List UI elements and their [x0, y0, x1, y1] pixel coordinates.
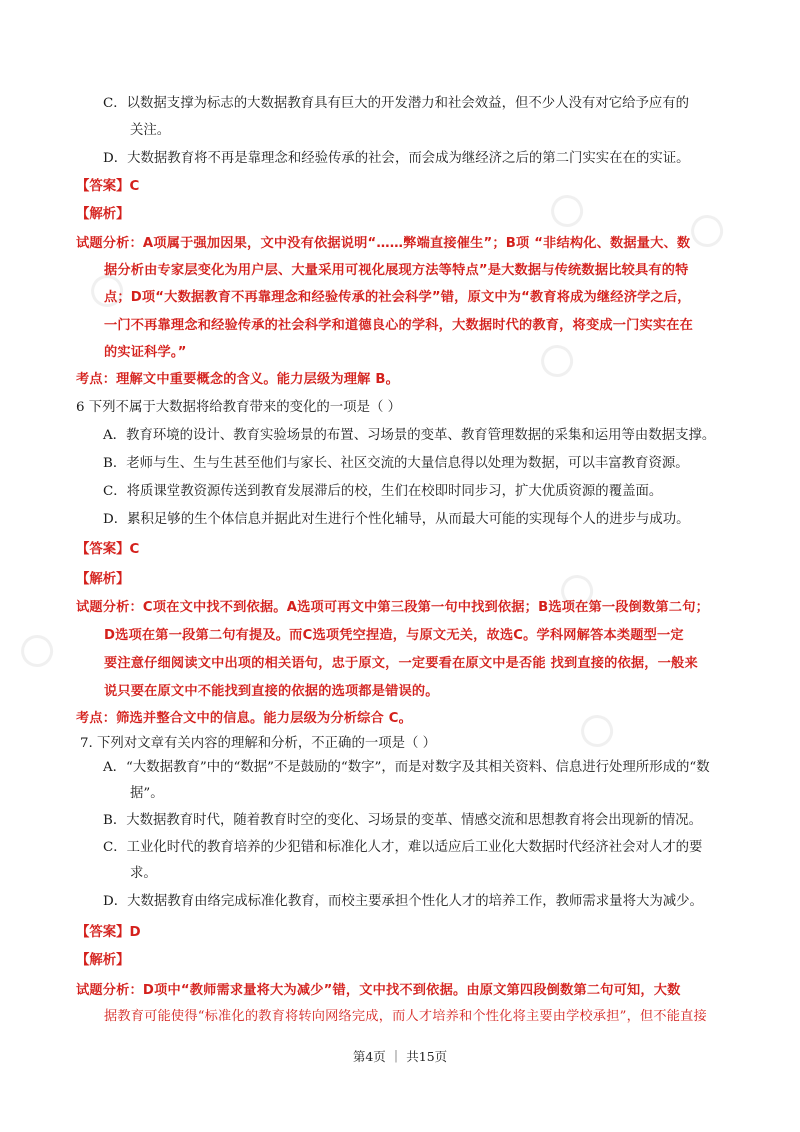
- q7-option-c-line1: C．工业化时代的教育培养的少犯错和标准化人才，难以适应后工业化大数据时代经济社会对人才的要: [103, 840, 703, 855]
- q7-option-a-line2: 据”。: [130, 786, 164, 801]
- q5-analysis-line: 据分析由专家层变化为用户层、大量采用可视化展现方法等特点”是大数据与传统数据比较具有的特: [104, 263, 689, 278]
- q6-answer: 【答案】C: [76, 542, 140, 557]
- q5-answer: 【答案】C: [76, 179, 140, 194]
- watermark-logo: [685, 187, 785, 259]
- q5-analysis-line: 点；D项“大数据教育不再靠理念和经验传承的社会科学”错，原文中为“教育将成为继经济学之后，: [104, 290, 691, 305]
- q7-option-b: B．大数据教育时代，随着教育时空的变化、习场景的变革、情感交流和思想教育将会出现新的情况。: [103, 813, 703, 828]
- q6-option-d: D．累积足够的生个体信息并据此对生进行个性化辅导，从而最大可能的实现每个人的进步与成功。: [103, 512, 690, 527]
- q7-option-a-line1: A．“大数据教育”中的“数据”不是鼓励的“数字”，而是对数字及其相关资料、信息进行处理所形成的“数: [103, 760, 710, 775]
- q5-option-c-line2: 关注。: [130, 123, 171, 138]
- q6-option-a: A．教育环境的设计、教育实验场景的布置、习场景的变革、教育管理数据的采集和运用等由数据支撑。: [103, 428, 716, 443]
- q5-analysis-line: 一门不再靠理念和经验传承的社会科学和道德良心的学科，大数据时代的教育，将变成一门实实在在: [104, 318, 694, 333]
- page-footer: 第4页 ｜ 共15页: [352, 1049, 448, 1064]
- q6-option-b: B．老师与生、生与生甚至他们与家长、社区交流的大量信息得以处理为数据，可以丰富教育资源。: [103, 456, 689, 471]
- q7-option-c-line2: 求。: [130, 866, 157, 881]
- q7-answer: 【答案】D: [76, 925, 141, 940]
- q5-option-d: D．大数据教育将不再是靠理念和经验传承的社会，而会成为继经济之后的第二门实实在在的实证。: [103, 151, 690, 166]
- q7-analysis-label: 【解析】: [76, 953, 130, 968]
- q5-option-c-line1: C．以数据支撑为标志的大数据教育具有巨大的开发潜力和社会效益，但不少人没有对它给予应有的: [103, 96, 690, 111]
- q6-analysis-line: 说只要在原文中不能找到直接的依据的选项都是错误的。: [104, 684, 439, 699]
- watermark-logo: [545, 167, 645, 239]
- q7-option-d: D．大数据教育由络完成标准化教育，而校主要承担个性化人才的培养工作，教师需求量将大为减少。: [103, 894, 703, 909]
- q6-analysis-line: D选项在第一段第二句有提及。而C选项凭空捏造，与原文无关，故选C。学科网解答本类题型一定: [104, 628, 684, 643]
- q5-analysis-label: 【解析】: [76, 207, 130, 222]
- q6-stem: 6 下列不属于大数据将给教育带来的变化的一项是（ ）: [76, 400, 402, 415]
- watermark-logo: [85, 247, 185, 319]
- q6-analysis-line: 要注意仔细阅读文中出项的相关语句，忠于原文，一定要看在原文中是否能 找到直接的依据，一般来: [104, 656, 698, 671]
- watermark-logo: [575, 687, 675, 759]
- q6-analysis-label: 【解析】: [76, 572, 130, 587]
- q6-analysis-line: 试题分析：C项在文中找不到依据。A选项可再文中第三段第一句中找到依据；B选项在第一段倒数第二句；: [76, 600, 709, 615]
- q6-point: 考点：筛选并整合文中的信息。能力层级为分析综合 C。: [76, 711, 412, 726]
- q7-analysis-line2: 据教育可能使得“标准化的教育将转向网络完成，而人才培养和个性化将主要由学校承担”，但不能直接: [104, 1009, 707, 1024]
- q5-point: 考点：理解文中重要概念的含义。能力层级为理解 B。: [76, 372, 399, 387]
- q5-analysis-line: 试题分析：A项属于强加因果，文中没有依据说明“……弊端直接催生”；B项 “非结构化、数据量大、数: [76, 236, 691, 251]
- q6-option-c: C．将质课堂教资源传送到教育发展滞后的校，生们在校即时同步习，扩大优质资源的覆盖面。: [103, 484, 663, 499]
- q5-analysis-line: 的实证科学。”: [104, 345, 187, 360]
- q7-stem: 7. 下列对文章有关内容的理解和分析，不正确的一项是（ ）: [80, 736, 437, 751]
- q7-analysis-line1: 试题分析：D项中“教师需求量将大为减少”错，文中找不到依据。由原文第四段倒数第二句可知，大数: [76, 983, 681, 998]
